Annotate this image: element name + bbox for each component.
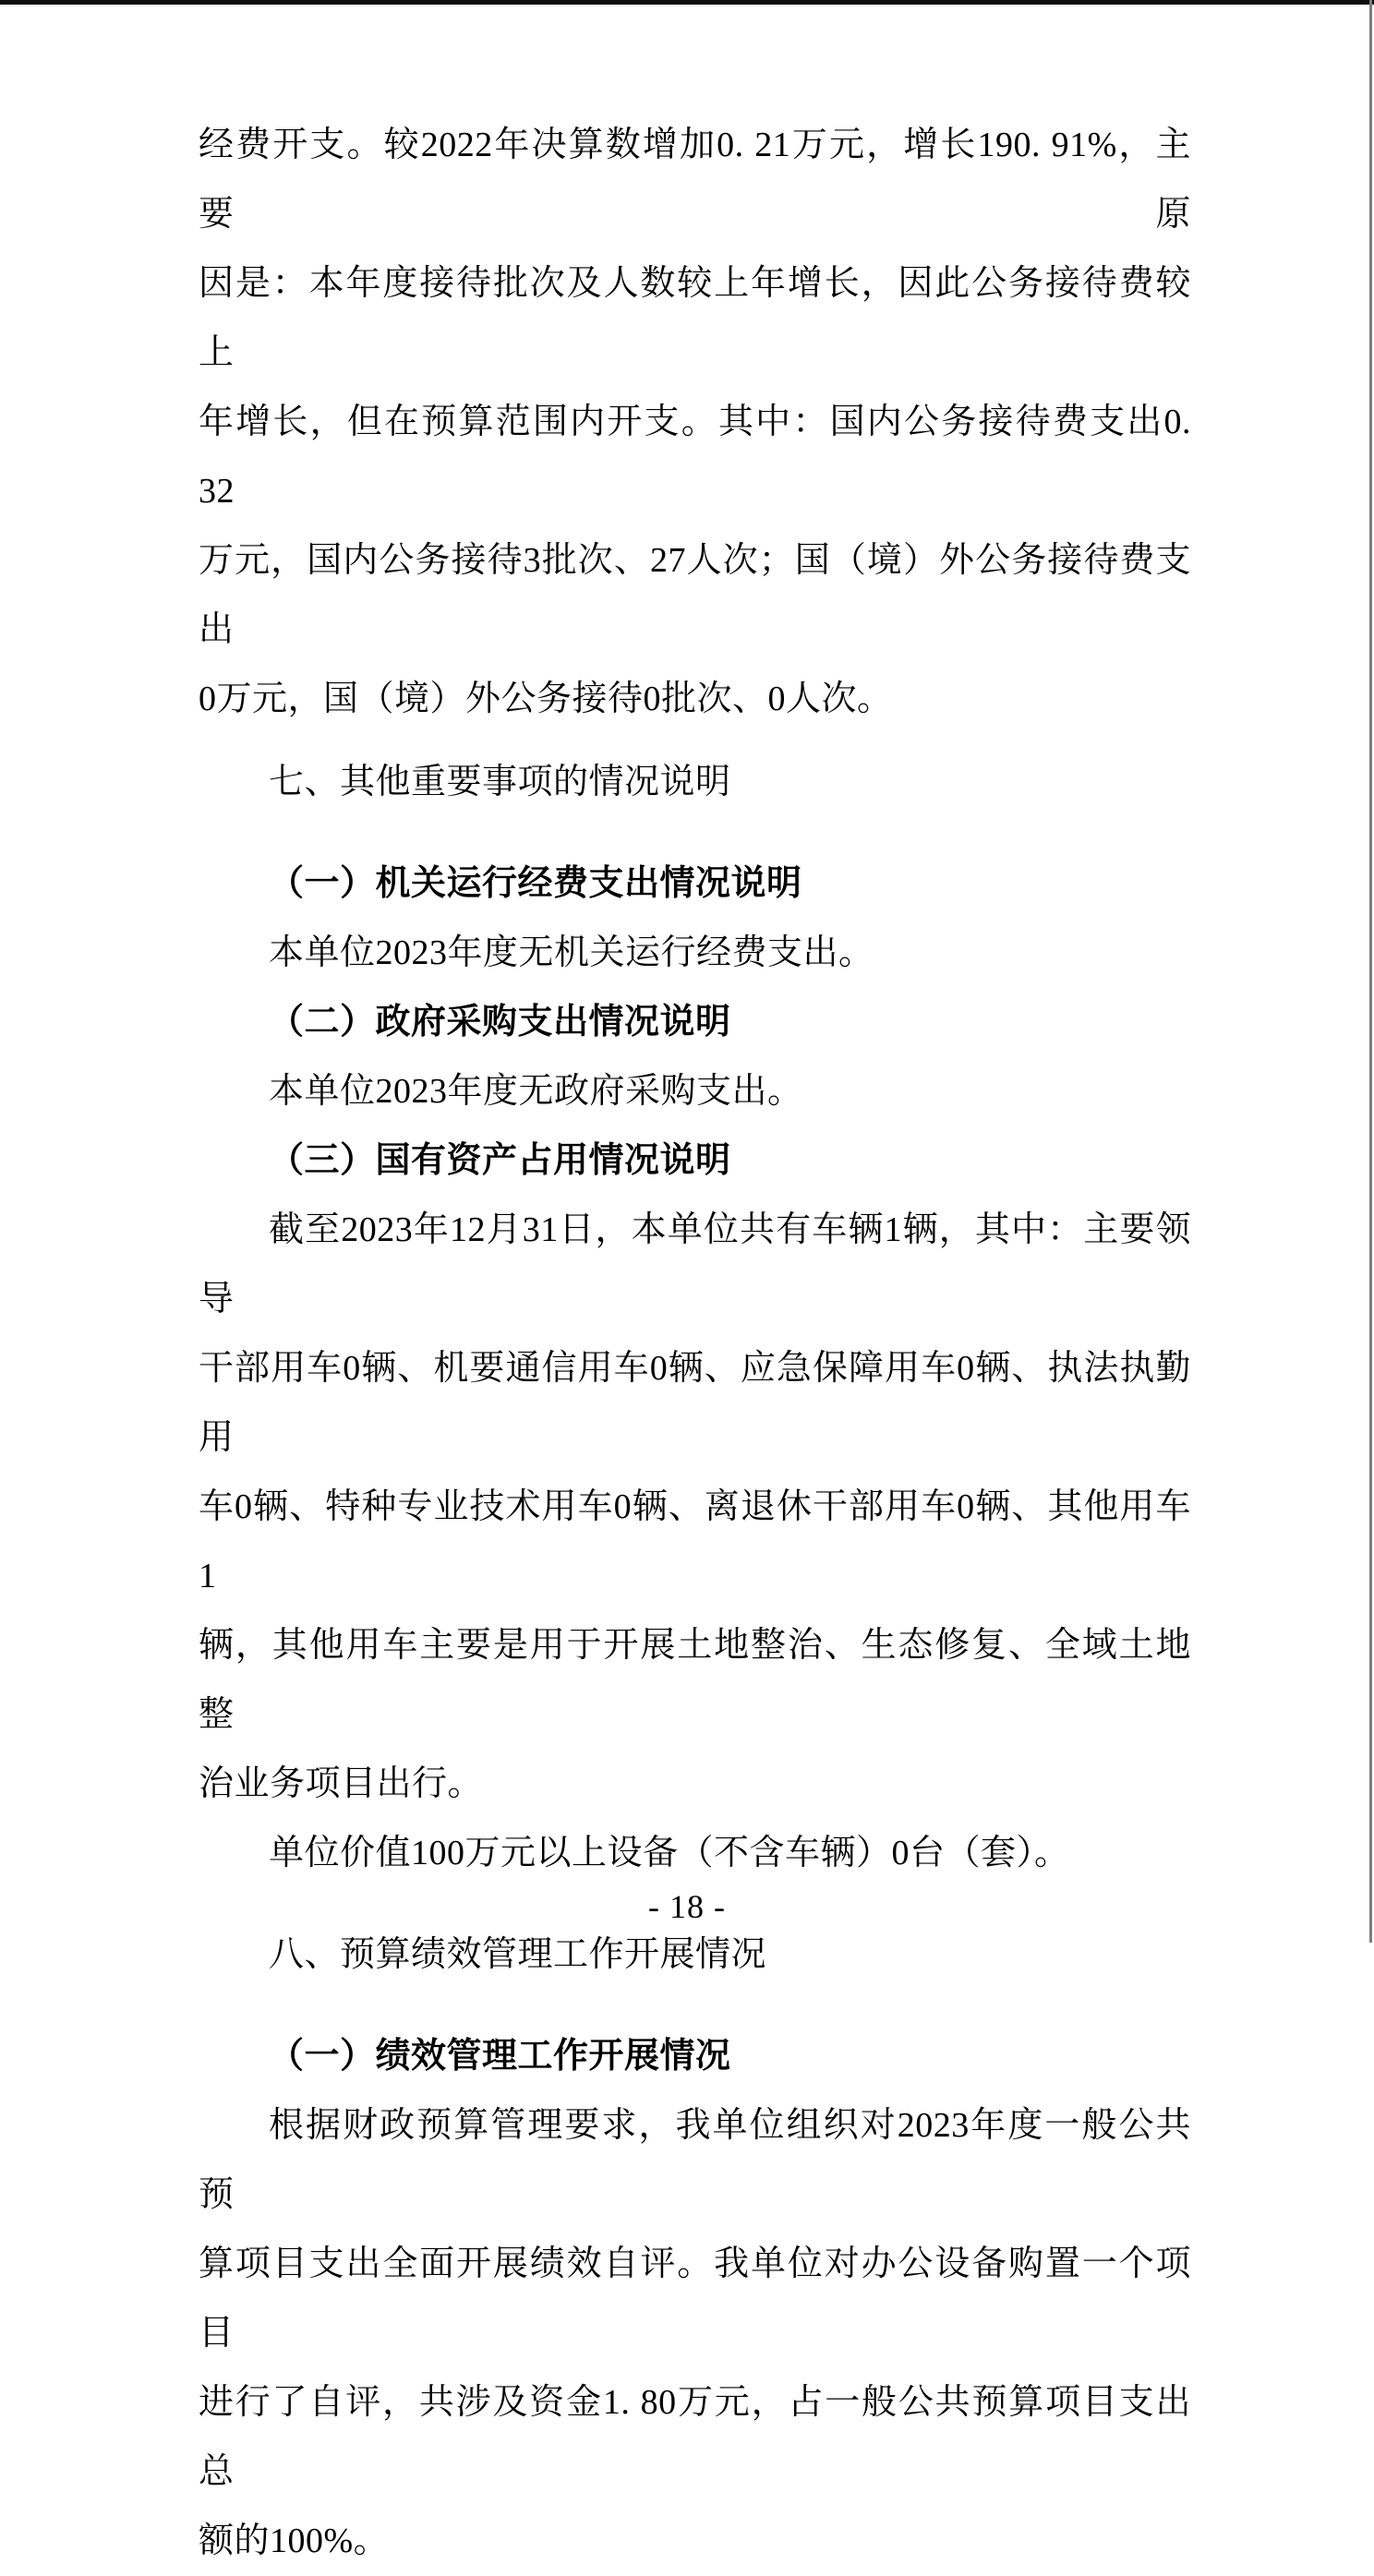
subsection-body-7-1: 本单位2023年度无机关运行经费支出。 — [269, 933, 874, 972]
carryover-paragraph-line: 万元，国内公务接待3批次、27人次；国（境）外公务接待费支出 — [199, 541, 1191, 649]
carryover-paragraph-line: 0万元，国（境）外公务接待0批次、0人次。 — [199, 680, 893, 718]
subsection-title-7-2: （二）政府采购支出情况说明 — [269, 1003, 731, 1041]
page-content — [199, 111, 1191, 2576]
page-number: - 18 - — [648, 1888, 726, 1925]
subsection-body-7-2: 本单位2023年度无政府采购支出。 — [269, 1072, 803, 1111]
equipment-paragraph: 单位价值100万元以上设备（不含车辆）0台（套）。 — [269, 1834, 1070, 1872]
performance-paragraph-line: 额的100%。 — [199, 2522, 390, 2560]
subsection-title-7-3: （三）国有资产占用情况说明 — [269, 1141, 731, 1180]
vehicles-paragraph-line: 干部用车0辆、机要通信用车0辆、应急保障用车0辆、执法执勤用 — [199, 1349, 1191, 1457]
scan-right-edge-line — [1369, 0, 1372, 1943]
subsection-title-7-1: （一）机关运行经费支出情况说明 — [269, 864, 802, 903]
carryover-paragraph-line: 因是：本年度接待批次及人数较上年增长，因此公务接待费较上 — [199, 264, 1191, 372]
performance-paragraph-line: 算项目支出全面开展绩效自评。我单位对办公设备购置一个项目 — [199, 2245, 1191, 2353]
vehicles-paragraph-line: 辆，其他用车主要是用于开展土地整治、生态修复、全域土地整 — [199, 1626, 1191, 1734]
section-heading-8: 八、预算绩效管理工作开展情况 — [269, 1935, 767, 1974]
performance-paragraph-line: 进行了自评，共涉及资金1. 80万元，占一般公共预算项目支出总 — [199, 2383, 1191, 2491]
vehicles-paragraph-line: 截至2023年12月31日，本单位共有车辆1辆，其中：主要领导 — [199, 1210, 1191, 1318]
subsection-title-8-1: （一）绩效管理工作开展情况 — [269, 2037, 731, 2076]
vehicles-paragraph-line: 治业务项目出行。 — [199, 1764, 484, 1803]
performance-paragraph-line: 根据财政预算管理要求，我单位组织对2023年度一般公共预 — [199, 2106, 1191, 2214]
carryover-paragraph-line: 年增长，但在预算范围内开支。其中：国内公务接待费支出0. 32 — [199, 403, 1191, 511]
vehicles-paragraph-line: 车0辆、特种专业技术用车0辆、离退休干部用车0辆、其他用车1 — [199, 1487, 1191, 1595]
scan-top-edge-bar — [0, 0, 1374, 5]
carryover-paragraph-line: 经费开支。较2022年决算数增加0. 21万元，增长190. 91%，主要原 — [199, 126, 1191, 234]
section-heading-7: 七、其他重要事项的情况说明 — [269, 763, 731, 801]
